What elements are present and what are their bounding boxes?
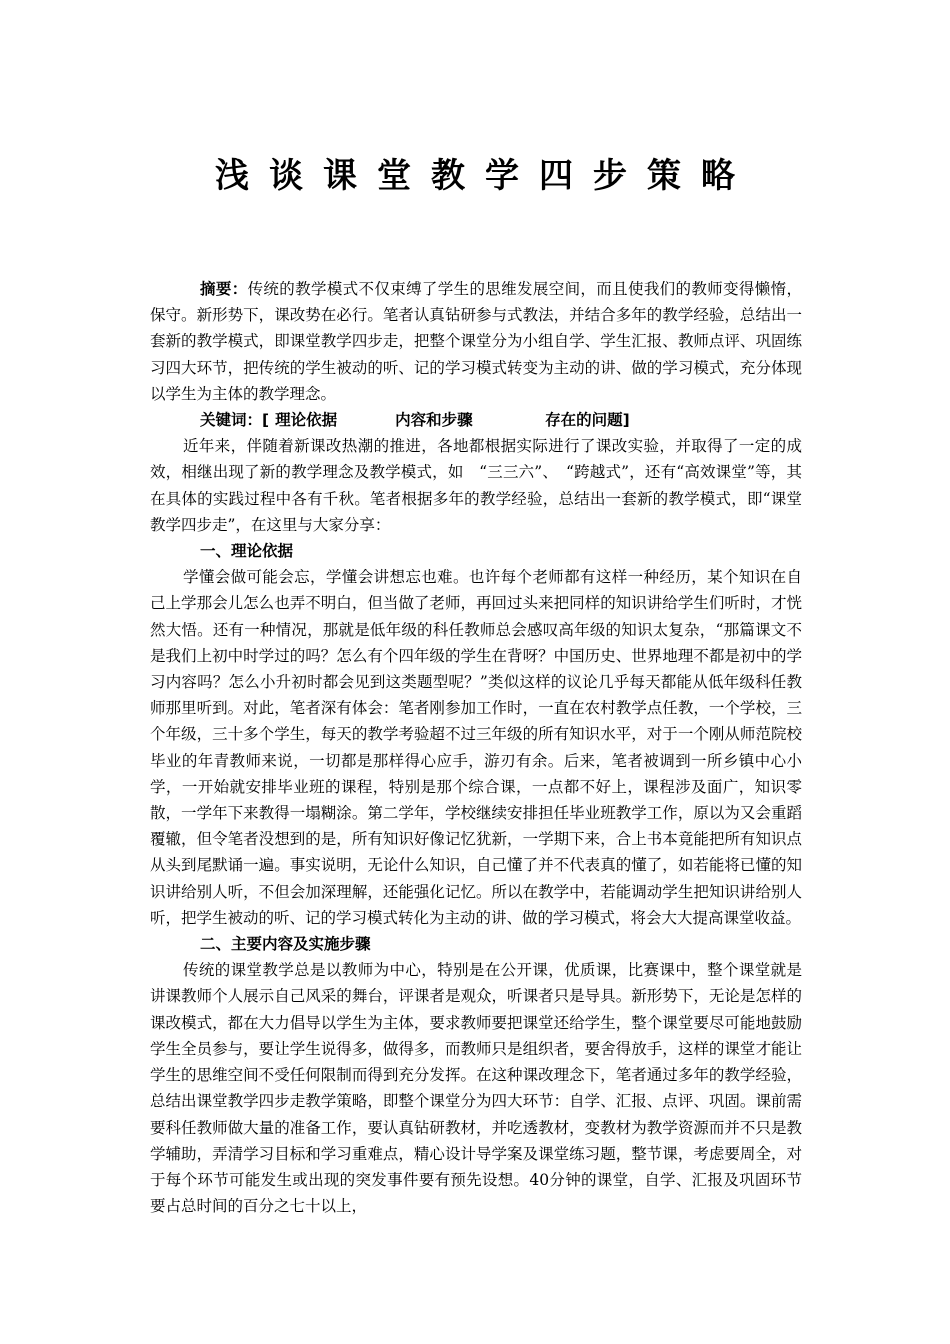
section-heading: 一、理论依据 [200, 542, 294, 561]
keyword-item: 内容和步骤 [395, 411, 473, 430]
document-title: 浅谈课堂教学四步策略 [215, 156, 755, 196]
document-body [150, 276, 802, 1219]
keywords-label: 关键词：[ [200, 411, 270, 430]
section-paragraph: 传统的课堂教学总是以教师为中心，特别是在公开课，优质课，比赛课中，整个课堂就是讲课教师个人展示自己风采的舞台，评课者是观众，听课者只是导具。新形势下，无论是怎样的课改模式，都在大力倡导以学生为主体，要求教师要把课堂还给学生，整个课堂要尽可能地鼓励学生全员参与，要让学生说得多，做得多，而教师只是组织者，要舍得放手，这样的课堂才能让学生的思维空间不受任何限制而得到充分发挥。在这种课改理念下，笔者通过多年的教学经验，总结出课堂教学四步走教学策略，即整个课堂分为四大环节：自学、汇报、点评、巩固。课前需要科任教师做大量的准备工作，要认真钻研教材，并吃透教材，变教材为教学资源而并不只是教学辅助，弄清学习目标和学习重难点，精心设计导学案及课堂练习题，整节课，考虑要周全，对于每个环节可能发生或出现的突发事件要有预先设想。40分钟的课堂，自学、汇报及巩固环节要占总时间的百分之七十以上， [150, 961, 802, 1216]
intro-paragraph: 近年来，伴随着新课改热潮的推进，各地都根据实际进行了课改实验，并取得了一定的成效，相继出现了新的教学理念及教学模式，如 “三三六”、 “跨越式”，还有“高效课堂”等，其在具体的实践过程中各有千秋。笔者根据多年的教学经验，总结出一套新的教学模式，即“课堂教学四步走”，在这里与大家分享： [150, 437, 802, 534]
section-paragraph: 学懂会做可能会忘，学懂会讲想忘也难。也许每个老师都有这样一种经历，某个知识在自己上学那会儿怎么也弄不明白，但当做了老师，再回过头来把同样的知识讲给学生们听时，才恍然大悟。还有一种情况，那就是低年级的科任教师总会感叹高年级的知识太复杂，“那篇课文不是我们上初中时学过的吗？怎么有个四年级的学生在背呀？中国历史、世界地理不都是初中的学习内容吗？怎么小升初时都会见到这类题型呢？”类似这样的议论几乎每天都能从低年级科任教师那里听到。对此，笔者深有体会：笔者刚参加工作时，一直在农村教学点任教，一个学校，三个年级，三十多个学生，每天的教学考验超不过三年级的所有知识水平，对于一个刚从师范院校毕业的年青教师来说，一切都是那样得心应手，游刃有余。后来，笔者被调到一所乡镇中心小学，一开始就安排毕业班的课程，特别是那个综合课，一点都不好上，课程涉及面广，知识零散，一学年下来教得一塌糊涂。第二学年，学校继续安排担任毕业班教学工作，原以为又会重蹈覆辙，但令笔者没想到的是，所有知识好像记忆犹新，一学期下来，合上书本竟能把所有知识点从头到尾默诵一遍。事实说明，无论什么知识，自己懂了并不代表真的懂了，如若能将已懂的知识讲给别人听，不但会加深理解，还能强化记忆。所以在教学中，若能调动学生把知识讲给别人听，把学生被动的听、记的学习模式转化为主动的讲、做的学习模式，将会大大提高课堂收益。 [150, 568, 802, 927]
abstract-label: 摘要： [200, 280, 248, 298]
keyword-item: 存在的问题] [545, 411, 630, 430]
keywords-line [150, 407, 802, 433]
abstract-text: 传统的教学模式不仅束缚了学生的思维发展空间，而且使我们的教师变得懒惰，保守。新形势下，课改势在必行。笔者认真钻研参与式教法，并结合多年的教学经验，总结出一套新的教学模式，即课堂教学四步走，把整个课堂分为小组自学、学生汇报、教师点评、巩固练习四大环节，把传统的学生被动的听、记的学习模式转变为主动的讲、做的学习模式，充分体现以学生为主体的教学理念。 [150, 280, 802, 403]
section-heading: 二、主要内容及实施步骤 [200, 935, 371, 954]
keyword-item: 理论依据 [275, 411, 338, 430]
abstract-paragraph [150, 276, 802, 407]
